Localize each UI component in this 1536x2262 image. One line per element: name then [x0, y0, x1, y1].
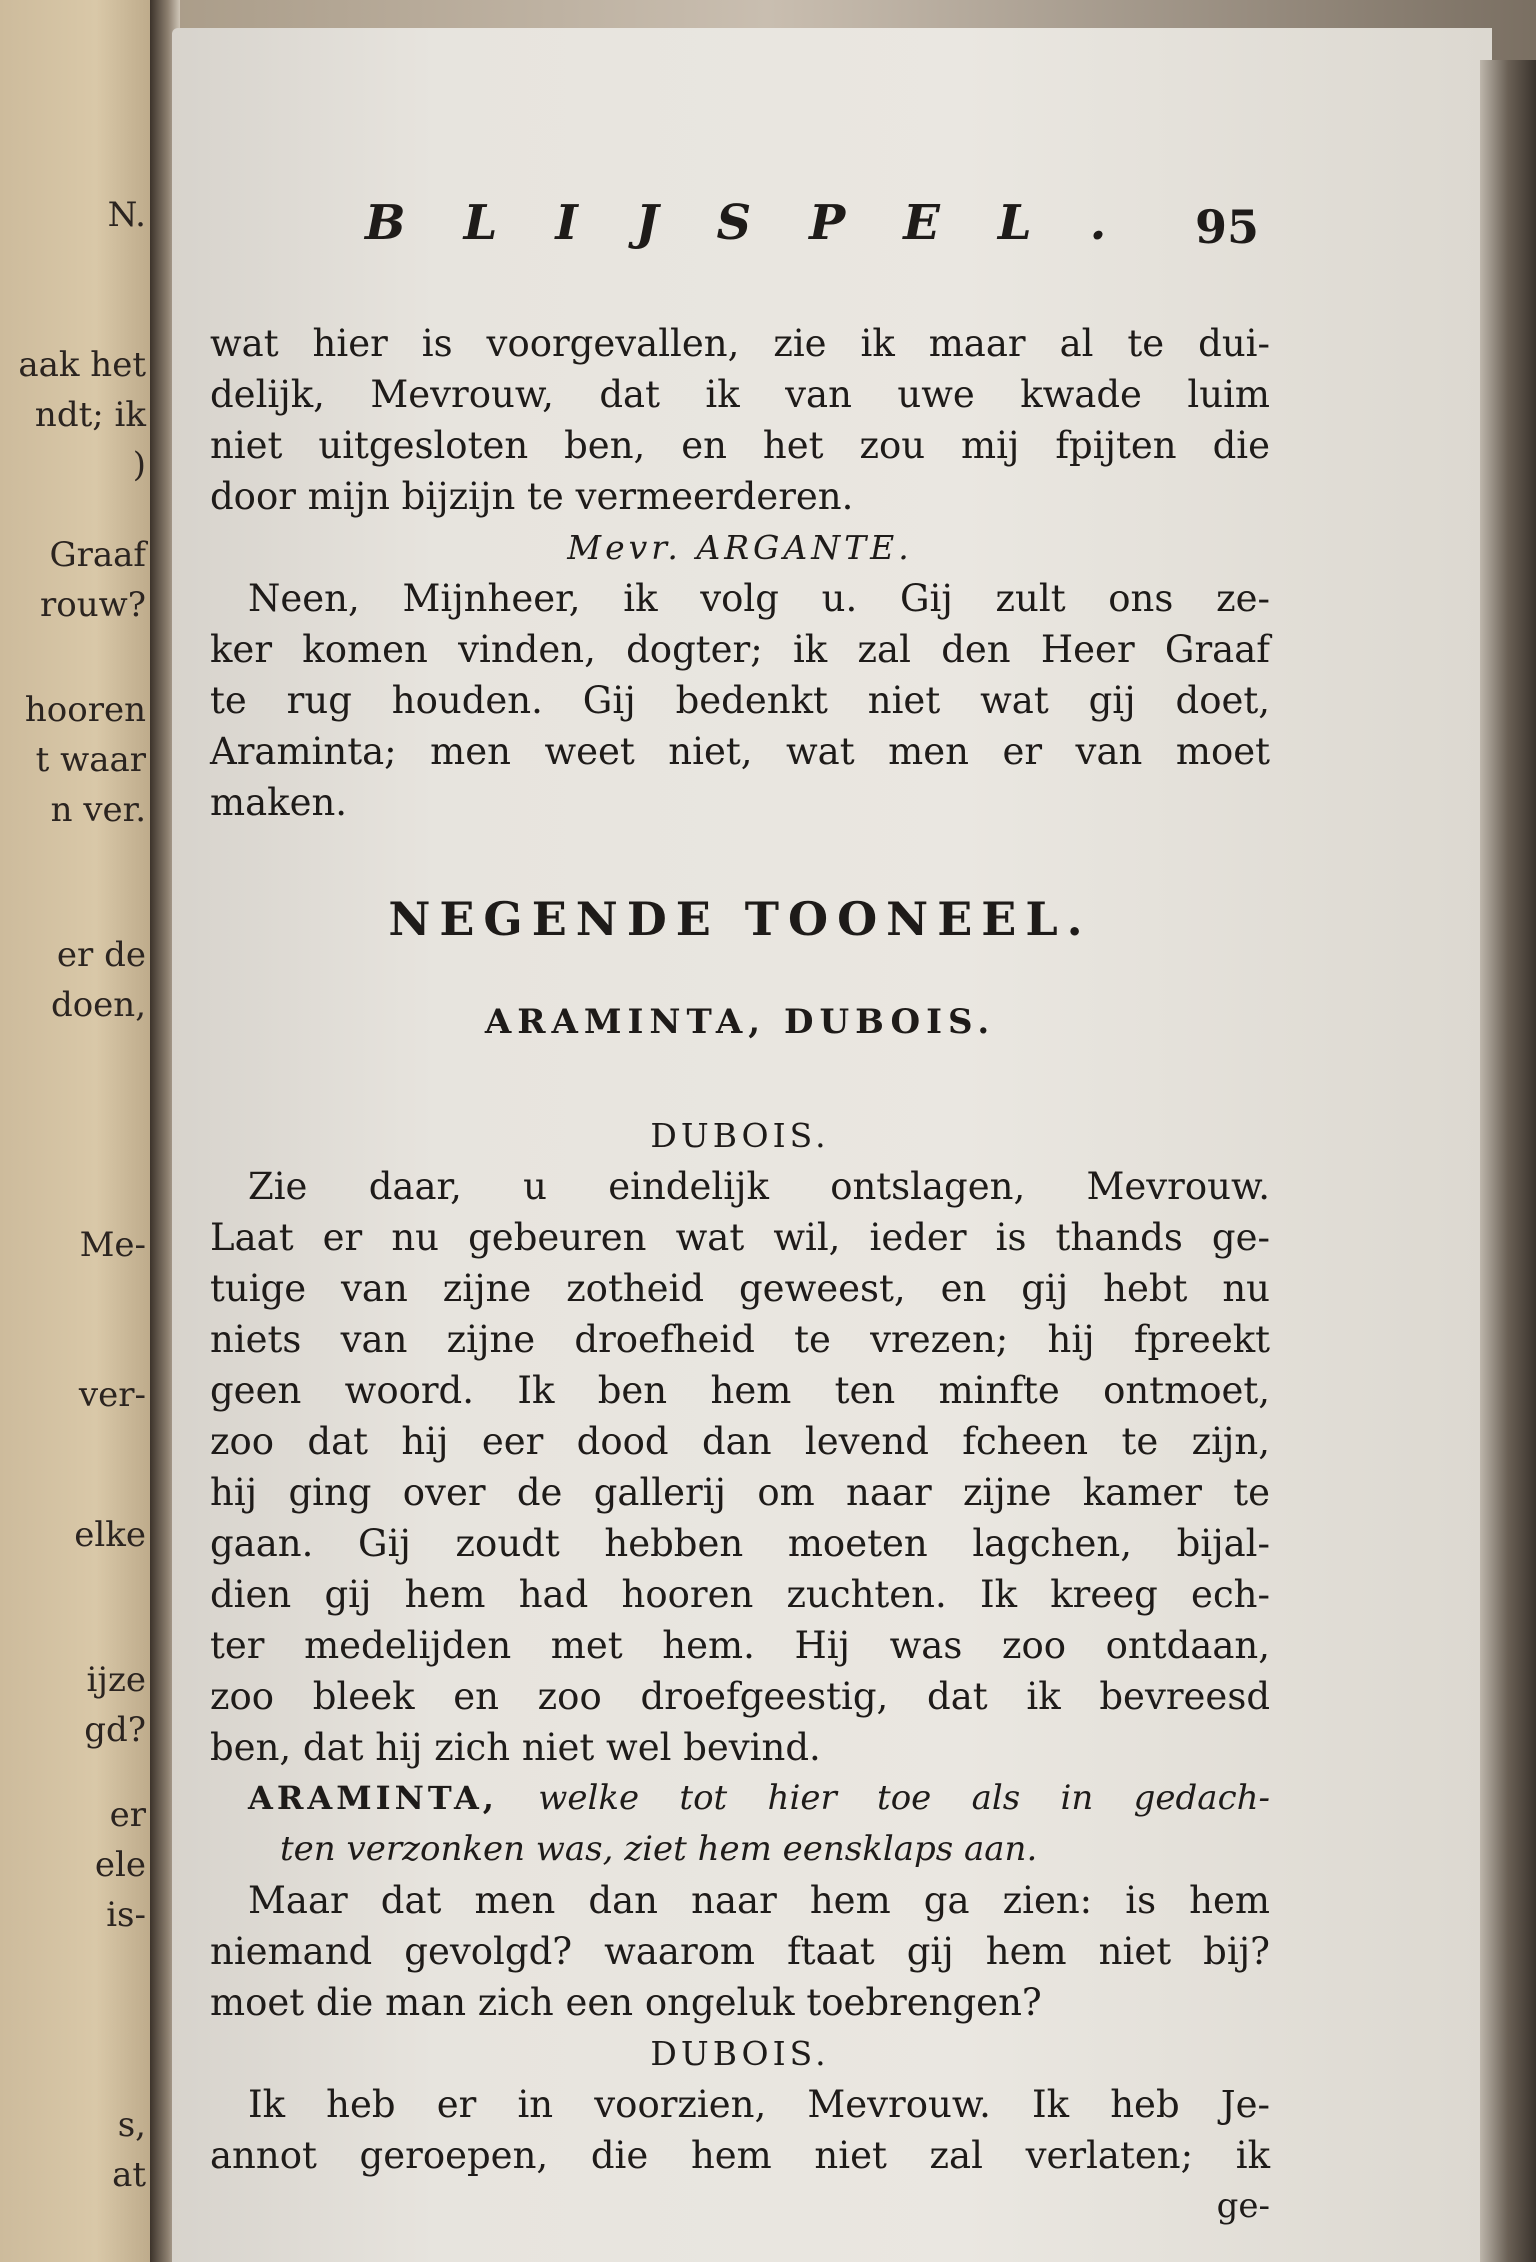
text-line: geen woord. Ik ben hem ten minfte ontmoet, — [210, 1369, 1270, 1412]
passage-1 — [210, 318, 1270, 522]
stage-direction-line — [210, 1773, 1270, 1824]
text-line: ter medelijden met hem. Hij was zoo ontdaan, — [210, 1624, 1270, 1667]
left-page-fragment: ndt; ik — [34, 395, 146, 435]
page-text — [210, 318, 1270, 2232]
passage-3 — [210, 1161, 1270, 1773]
speaker-dubois: DUBOIS. — [650, 1116, 830, 1155]
running-head: BLIJSPEL. — [365, 195, 1165, 251]
speaker-dubois: DUBOIS. — [650, 2034, 830, 2073]
text-line: Zie daar, u eindelijk ontslagen, Mevrouw. — [248, 1165, 1270, 1208]
left-page-fragment: er de — [56, 935, 146, 975]
stage-direction — [210, 1773, 1270, 1875]
left-page-fragment: rouw? — [40, 585, 146, 625]
left-page-fragment: ver- — [78, 1375, 146, 1415]
stage-direction-line: ten verzonken was, ziet hem eensklaps aan. — [280, 1829, 1038, 1869]
text-line: gaan. Gij zoudt hebben moeten lagchen, bijal- — [210, 1522, 1270, 1565]
left-page-fragment: N. — [107, 195, 146, 235]
text-line: zoo dat hij eer dood dan levend fcheen te zijn, — [210, 1420, 1270, 1463]
speaker-argante: Mevr. ARGANTE. — [567, 528, 913, 567]
text-line: te rug houden. Gij bedenkt niet wat gij doet, — [210, 679, 1270, 722]
text-line: hij ging over de gallerij om naar zijne kamer te — [210, 1471, 1270, 1514]
scene-persons: ARAMINTA, DUBOIS. — [484, 1002, 996, 1042]
left-page-fragment: s, — [117, 2105, 146, 2145]
text-line: annot geroepen, die hem niet zal verlaten; ik — [210, 2134, 1270, 2177]
left-page-fragment: Me- — [79, 1225, 146, 1265]
left-page-fragment: t waar — [35, 740, 146, 780]
left-page-fragment: gd? — [84, 1710, 146, 1750]
text-line: door mijn bijzijn te vermeerderen. — [210, 475, 854, 518]
text-line: Laat er nu gebeuren wat wil, ieder is thands ge- — [210, 1216, 1270, 1259]
left-page-fragment: Graaf — [49, 535, 146, 575]
text-line: dien gij hem had hooren zuchten. Ik kreeg ech- — [210, 1573, 1270, 1616]
stage-speaker: ARAMINTA, — [248, 1779, 498, 1817]
left-page-fragment: aak het — [18, 345, 146, 385]
text-line: niet uitgesloten ben, en het zou mij fpijten die — [210, 424, 1270, 467]
left-page-fragment: n ver. — [50, 790, 146, 830]
text-line: Araminta; men weet niet, wat men er van moet — [210, 730, 1270, 773]
stage-text: welke tot hier toe als in gedach- — [538, 1778, 1271, 1818]
left-page-fragment: elke — [74, 1515, 146, 1555]
left-page-fragment: hooren — [24, 690, 146, 730]
scene-title: NEGENDE TOONEEL. — [388, 892, 1092, 946]
text-line: moet die man zich een ongeluk toebrengen? — [210, 1981, 1042, 2024]
left-page-fragment: er — [109, 1795, 146, 1835]
text-line: zoo bleek en zoo droefgeestig, dat ik bevreesd — [210, 1675, 1270, 1718]
left-page-fragment: at — [112, 2155, 146, 2195]
left-page — [0, 0, 160, 2262]
text-line: ben, dat hij zich niet wel bevind. — [210, 1726, 821, 1769]
left-page-fragment: ijze — [86, 1660, 146, 1700]
text-line: Maar dat men dan naar hem ga zien: is hem — [248, 1879, 1270, 1922]
text-line: niemand gevolgd? waarom ftaat gij hem niet bij? — [210, 1930, 1270, 1973]
text-line: niets van zijne droefheid te vrezen; hij fpreekt — [210, 1318, 1270, 1361]
left-page-fragment: ) — [132, 445, 146, 485]
passage-5 — [210, 2079, 1270, 2181]
catchword: ge- — [1216, 2186, 1270, 2226]
left-page-fragment: doen, — [50, 985, 146, 1025]
text-line: tuige van zijne zotheid geweest, en gij hebt nu — [210, 1267, 1270, 1310]
text-line: maken. — [210, 781, 348, 824]
text-line: wat hier is voorgevallen, zie ik maar al te dui- — [210, 322, 1270, 365]
text-line: ker komen vinden, dogter; ik zal den Heer Graaf — [210, 628, 1270, 671]
text-line: Ik heb er in voorzien, Mevrouw. Ik heb Je- — [248, 2083, 1270, 2126]
left-page-fragment: ele — [94, 1845, 146, 1885]
text-line: delijk, Mevrouw, dat ik van uwe kwade luim — [210, 373, 1270, 416]
left-page-fragment: is- — [106, 1895, 146, 1935]
page-edge — [1480, 60, 1536, 2262]
passage-4 — [210, 1875, 1270, 2028]
passage-2 — [210, 573, 1270, 828]
text-line: Neen, Mijnheer, ik volg u. Gij zult ons ze- — [248, 577, 1270, 620]
page-number: 95 — [1195, 200, 1260, 254]
